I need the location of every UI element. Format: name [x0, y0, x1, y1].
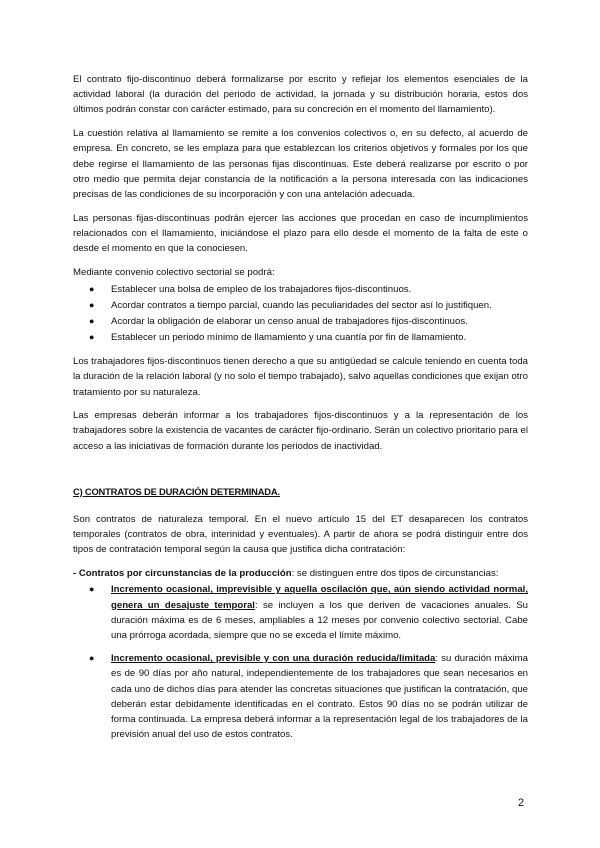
- bullet-icon: ●: [89, 653, 95, 664]
- convenio-bullet-list: [73, 282, 528, 345]
- list-item: ● Incremento ocasional, imprevisible y aquella oscilación que, aún siendo actividad normal, genera un desajuste temporal: se incluyen a los que deriven de vacaciones anuales. Su duración máxima es de 6 meses, ampliables a 12 meses por convenio colectivo sectorial. Cabe una prórroga acordada, siempre que no se exceda el límite máximo.: [89, 584, 528, 641]
- paragraph-llamamiento: La cuestión relativa al llamamiento se remite a los convenios colectivos o, en su defecto, al acuerdo de empresa. En concreto, se les emplaza para que establezcan los criterios objetivos y formales por los que debe regirse el llamamiento de las personas fijas discontinuas. Este deberá realizarse por escrito o por otro medio que permita dejar constancia de la notificación a la persona interesada con las indicaciones precisas de las condiciones de su incorporación y con una antelación adecuada.: [73, 128, 528, 200]
- subsection-circunstancias: - Contratos por circunstancias de la producción: se distinguen entre dos tipos de circunstancias:: [73, 568, 499, 580]
- bullet-icon: ●: [89, 300, 95, 311]
- circunstancias-bullet-list: [73, 582, 528, 742]
- section-title: C) CONTRATOS DE DURACIÓN DETERMINADA.: [73, 485, 280, 497]
- bullet-icon: ●: [89, 331, 95, 342]
- paragraph-antiguedad: Los trabajadores fijos-discontinuos tienen derecho a que su antigüedad se calcule teniendo en cuenta toda la duración de la relación laboral (y no solo el tiempo trabajado), salvo aquellas condiciones que exijan otro tratamiento por su naturaleza.: [73, 356, 528, 398]
- list-item: ● Incremento ocasional, previsible y con una duración reducida/limitada: su duración máxima es de 90 días por año natural, independientemente de los trabajadores que sean necesarios en cada uno de dichos días para atender las concretas situaciones que justifican la contratación, que deberán estar debidamente identificadas en el contrato. Estos 90 días no se podrán utilizar de forma continuada. La empresa deberá informar a la representación legal de los trabajadores de la previsión anual del uso de estos contratos.: [89, 653, 528, 741]
- list-item: ● Establecer una bolsa de empleo de los trabajadores fijos-discontinuos.: [73, 282, 528, 298]
- bullet-icon: ●: [89, 316, 95, 327]
- paragraph-temporales: Son contratos de naturaleza temporal. En el nuevo artículo 15 del ET desaparecen los contratos temporales (contratos de obra, interinidad y eventuales). A partir de ahora se podrá distinguir entre dos tipos de contratación temporal según la causa que justifica dicha contratación:: [73, 514, 528, 556]
- paragraph-formalizacion: El contrato fijo-discontinuo deberá formalizarse por escrito y reflejar los elementos esenciales de la actividad laboral (la duración del periodo de actividad, la jornada y su distribución horaria, estos dos últimos podrán constar con carácter estimado, para su concreción en el momento del llamamiento).: [73, 74, 528, 116]
- page-number: 2: [518, 797, 525, 809]
- document-body: [73, 72, 528, 750]
- list-item: ● Acordar la obligación de elaborar un censo anual de trabajadores fijos-discontinuos.: [73, 314, 528, 330]
- bullet-icon: ●: [89, 284, 95, 295]
- paragraph-vacantes: Las empresas deberán informar a los trabajadores fijos-discontinuos y a la representación de los trabajadores sobre la existencia de vacantes de carácter fijo-ordinario. Serán un colectivo prioritario para el acceso a las iniciativas de formación durante los periodos de inactividad.: [73, 410, 528, 452]
- paragraph-acciones: Las personas fijas-discontinuas podrán ejercer las acciones que procedan en caso de incumplimientos relacionados con el llamamiento, iniciándose el plazo para ello desde el momento de la falta de este o desde el momento en que la conociesen.: [73, 212, 528, 255]
- list-item: ● Establecer un periodo mínimo de llamamiento y una cuantía por fin de llamamiento.: [73, 330, 528, 346]
- list-item: ● Acordar contratos a tiempo parcial, cuando las peculiaridades del sector así lo justifiquen.: [73, 298, 528, 314]
- bullet-icon: ●: [89, 584, 95, 595]
- paragraph-convenio-intro: Mediante convenio colectivo sectorial se podrá:: [73, 266, 275, 278]
